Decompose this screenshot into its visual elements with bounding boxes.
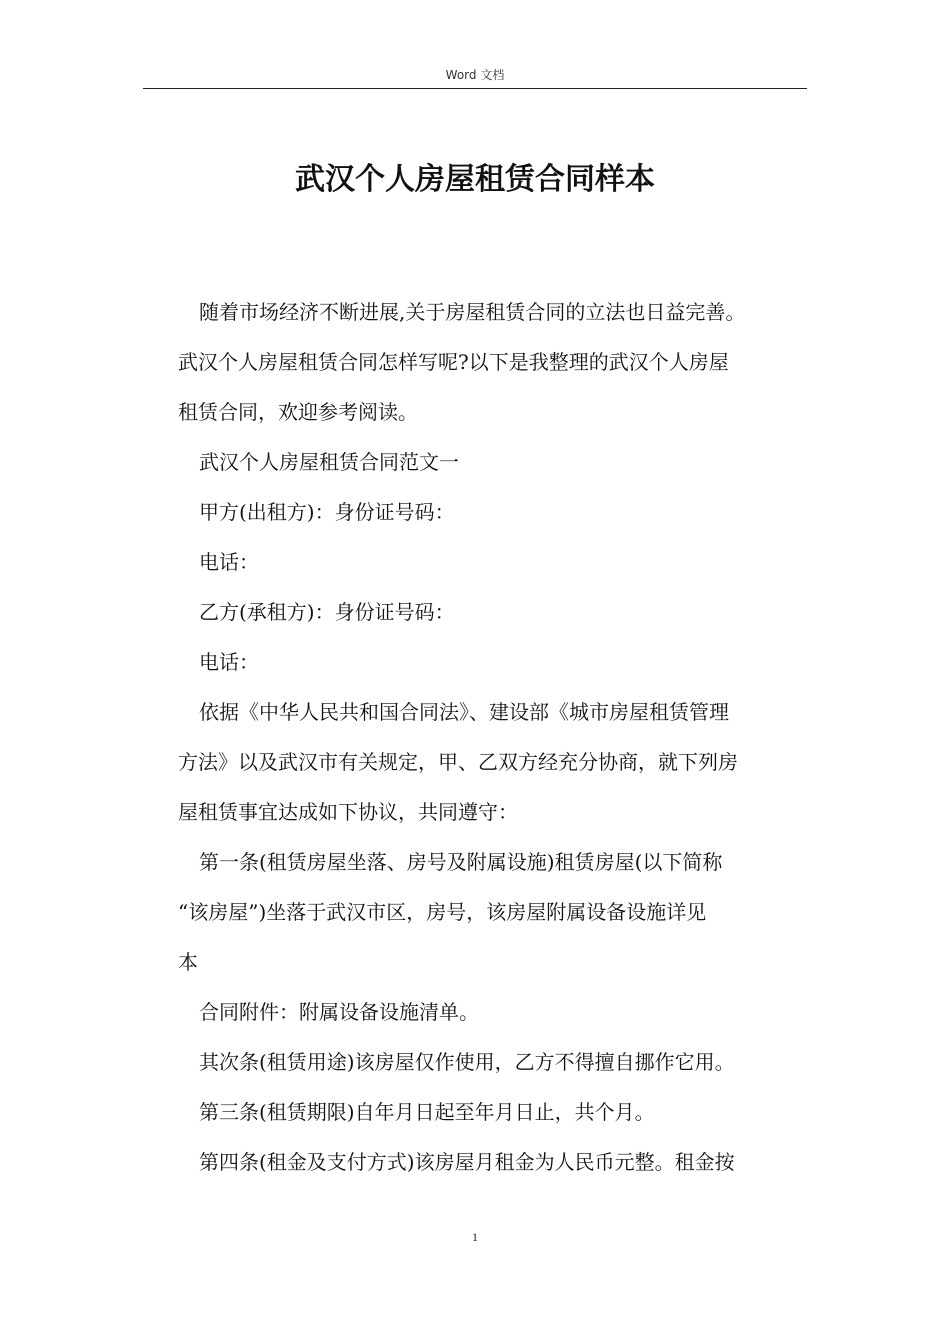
- body-line: 武汉个人房屋租赁合同怎样写呢?以下是我整理的武汉个人房屋: [178, 350, 729, 374]
- party-b-line: 乙方(承租方)：身份证号码：: [199, 600, 455, 624]
- body-line: 租赁合同，欢迎参考阅读。: [178, 400, 418, 424]
- clause-line: 其次条(租赁用途)该房屋仅作使用，乙方不得擅自挪作它用。: [199, 1050, 735, 1074]
- clause-line: 第一条(租赁房屋坐落、房号及附属设施)租赁房屋(以下简称: [199, 850, 723, 874]
- body-line: 屋租赁事宜达成如下协议，共同遵守：: [178, 800, 518, 824]
- document-body: [178, 287, 806, 1187]
- clause-line: “该房屋”)坐落于武汉市区，房号，该房屋附属设备设施详见: [178, 900, 707, 924]
- page-header: [143, 64, 807, 89]
- document-title: 武汉个人房屋租赁合同样本: [295, 162, 655, 197]
- clause-line: 合同附件：附属设备设施清单。: [199, 1000, 479, 1024]
- body-line: 随着市场经济不断进展,关于房屋租赁合同的立法也日益完善。: [199, 300, 746, 324]
- party-a-line: 甲方(出租方)：身份证号码：: [199, 500, 455, 524]
- clause-line: 第四条(租金及支付方式)该房屋月租金为人民币元整。租金按: [199, 1150, 735, 1174]
- clause-line: 第三条(租赁期限)自年月日起至年月日止，共个月。: [199, 1100, 655, 1124]
- party-b-phone: 电话：: [199, 650, 259, 674]
- body-line: 方法》以及武汉市有关规定，甲、乙双方经充分协商，就下列房: [178, 750, 738, 774]
- body-line: 依据《中华人民共和国合同法》、建设部《城市房屋租赁管理: [199, 700, 729, 724]
- header-label: Word 文档: [445, 68, 505, 82]
- section-heading: 武汉个人房屋租赁合同范文一: [199, 450, 459, 474]
- party-a-phone: 电话：: [199, 550, 259, 574]
- clause-line: 本: [178, 950, 198, 974]
- page-number: 1: [472, 1230, 478, 1244]
